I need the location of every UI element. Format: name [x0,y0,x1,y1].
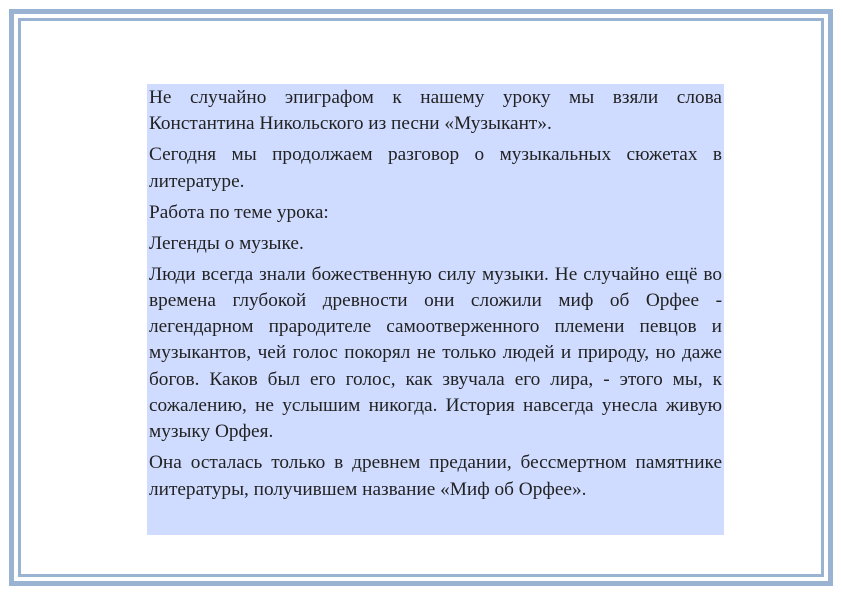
paragraph-legends-heading: Легенды о музыке. [149,232,304,254]
paragraph-orpheus-story: Люди всегда знали божественную силу музыки. Не случайно ещё во времена глубокой древности они сложили миф об Орфее - легендарном прародителе самоотверженного племени певцов и музыкантов, чей голос покорял не только людей и природу, но даже богов. Каков был его голос, как звучала его лира, - этого мы, к сожалению, не услышим никогда. История навсегда унесла живую музыку Орфея. [149,263,722,443]
slide-text-box [147,84,724,535]
paragraph-epigraph: Не случайно эпиграфом к нашему уроку мы взяли слова Константина Никольского из песни «Музыкант». [149,87,722,135]
paragraph-lesson-work: Работа по теме урока: [149,201,329,223]
paragraph-intro: Сегодня мы продолжаем разговор о музыкальных сюжетах в литературе. [149,144,722,192]
paragraph-orpheus-myth: Она осталась только в древнем предании, бессмертном памятнике литературы, получившем название «Миф об Орфее». [149,452,722,500]
